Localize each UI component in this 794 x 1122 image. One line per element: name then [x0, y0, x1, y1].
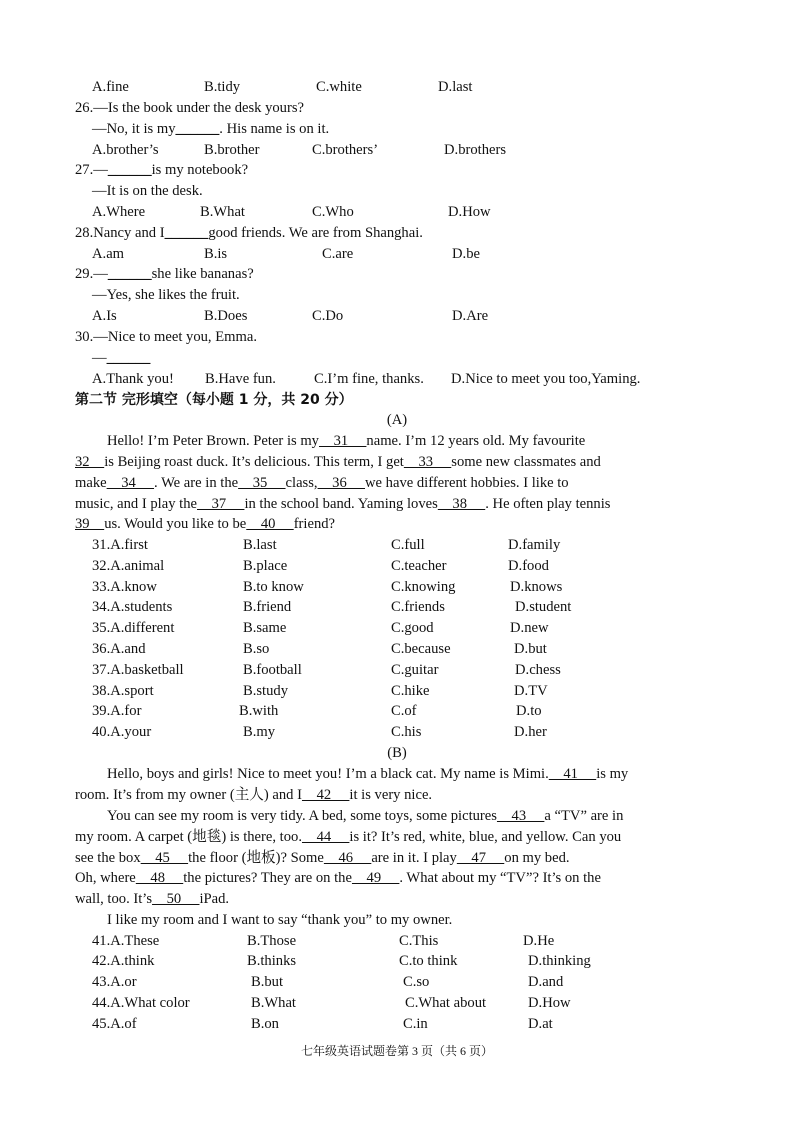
- passage-a-line-2: [75, 452, 718, 472]
- q27-answer: —It is on the desk.: [92, 183, 203, 199]
- opt-35-d: D.new: [510, 620, 549, 636]
- q27-stem-text: 27.—: [75, 162, 108, 178]
- q28-stem-text-end: good friends. We are from Shanghai.: [208, 225, 423, 241]
- pa-l3-text-2: . We are in the: [154, 475, 239, 491]
- blank-38: 38: [437, 496, 486, 512]
- opt-38-b: B.study: [243, 683, 289, 699]
- blank-43: 43: [496, 808, 545, 824]
- blank-48: 48: [135, 870, 184, 886]
- q25-option-a: A.fine: [92, 79, 129, 95]
- pb-l1-text-1: Hello, boys and girls! Nice to meet you! I’m a black cat. My name is Mimi.: [107, 766, 549, 782]
- blank-35: 35: [238, 475, 286, 491]
- pb-l2-text-2: it is very nice.: [349, 787, 433, 803]
- q26-answer-text-end: . His name is on it.: [219, 121, 330, 137]
- opt-42-d: D.thinking: [528, 953, 591, 969]
- blank-50: 50: [152, 891, 200, 907]
- pb-l7-text-2: iPad.: [199, 891, 230, 907]
- pb-l3-text-1: You can see my room is very tidy. A bed, some toys, some pictures: [107, 808, 497, 824]
- opt-39-a: 39.A.for: [92, 703, 142, 719]
- passage-a-line-1: [75, 431, 718, 451]
- q29-answer: —Yes, she likes the fruit.: [92, 287, 240, 303]
- opt-40-b: B.my: [243, 724, 276, 740]
- q26-answer-text: —No, it is my: [92, 121, 176, 137]
- passage-b-label: (B): [387, 745, 407, 761]
- opt-43-b: B.but: [251, 974, 284, 990]
- passage-a-line-3: [75, 473, 718, 493]
- page-footer: 七年级英语试题卷第 3 页（共 6 页）: [300, 1044, 493, 1058]
- q29-option-a: A.Is: [92, 308, 117, 324]
- q30-option-d: D.Nice to meet you too,Yaming.: [451, 371, 641, 387]
- opt-40-d: D.her: [514, 724, 547, 740]
- blank-47: 47: [456, 850, 505, 866]
- section2-title: 第二节 完形填空（每小题 1 分，共 20 分）: [75, 392, 353, 408]
- blank-44: 44: [301, 829, 350, 845]
- pb-l1-text-2: is my: [596, 766, 629, 782]
- q26-answer: [92, 119, 329, 139]
- pa-l5-text-1: us. Would you like to be: [104, 516, 247, 532]
- pa-l3-text-1: make: [75, 475, 107, 491]
- opt-33-a: 33.A.know: [92, 579, 157, 595]
- q29-option-c: C.Do: [312, 308, 344, 324]
- opt-34-c: C.friends: [391, 599, 445, 615]
- pa-l3-text-4: we have different hobbies. I like to: [365, 475, 569, 491]
- opt-42-b: B.thinks: [247, 953, 297, 969]
- opt-41-d: D.He: [523, 933, 555, 949]
- opt-40-a: 40.A.your: [92, 724, 152, 740]
- q29-stem: [75, 264, 254, 284]
- opt-36-a: 36.A.and: [92, 641, 146, 657]
- pb-l5-text-3: are in it. I play: [371, 850, 457, 866]
- q27-stem: [75, 160, 248, 180]
- q27-blank: ______: [107, 162, 152, 178]
- opt-34-d: D.student: [515, 599, 572, 615]
- q25-option-d: D.last: [438, 79, 473, 95]
- pa-l1-text-2: name. I’m 12 years old. My favourite: [366, 433, 586, 449]
- opt-36-c: C.because: [391, 641, 451, 657]
- q28-option-d: D.be: [452, 246, 480, 262]
- opt-45-b: B.on: [251, 1016, 279, 1032]
- pa-l4-text-1: music, and I play the: [75, 496, 197, 512]
- blank-33: 33: [403, 454, 452, 470]
- passage-b-line-3: [75, 806, 718, 826]
- opt-44-d: D.How: [528, 995, 571, 1011]
- opt-42-a: 42.A.think: [92, 953, 155, 969]
- q30-option-c: C.I’m fine, thanks.: [314, 371, 424, 387]
- passage-a-line-5: [75, 514, 335, 534]
- pb-l5-text-4: on my bed.: [504, 850, 570, 866]
- pb-l4-text-2: is it? It’s red, white, blue, and yellow. Can you: [349, 829, 622, 845]
- q28-blank: ______: [164, 225, 209, 241]
- q28-stem: [75, 223, 423, 243]
- opt-38-a: 38.A.sport: [92, 683, 154, 699]
- passage-b-line-2: [75, 785, 432, 805]
- q28-option-a: A.am: [92, 246, 125, 262]
- opt-43-d: D.and: [528, 974, 564, 990]
- passage-b-line-6: [75, 868, 718, 888]
- passage-b-line-1: [75, 764, 718, 784]
- pb-l5-text-1: see the box: [75, 850, 141, 866]
- blank-46: 46: [323, 850, 372, 866]
- pb-l6-text-3: . What about my “TV”? It’s on the: [399, 870, 601, 886]
- pa-l5-text-2: friend?: [293, 516, 336, 532]
- opt-45-c: C.in: [403, 1016, 428, 1032]
- pb-l6-text-1: Oh, where: [75, 870, 136, 886]
- q26-stem: 26.—Is the book under the desk yours?: [75, 100, 304, 116]
- q30-blank: ______: [106, 350, 151, 366]
- q29-option-d: D.Are: [452, 308, 489, 324]
- q28-option-b: B.is: [204, 246, 228, 262]
- blank-40: 40: [246, 516, 294, 532]
- opt-41-b: B.Those: [247, 933, 297, 949]
- opt-40-c: C.his: [391, 724, 422, 740]
- opt-33-d: D.knows: [510, 579, 563, 595]
- q27-option-d: D.How: [448, 204, 491, 220]
- passage-b-line-7: [75, 889, 229, 909]
- opt-39-c: C.of: [391, 703, 417, 719]
- pb-l3-text-2: a “TV” are in: [544, 808, 624, 824]
- q30-option-a: A.Thank you!: [92, 371, 174, 387]
- opt-32-a: 32.A.animal: [92, 558, 165, 574]
- opt-34-b: B.friend: [243, 599, 292, 615]
- q28-option-c: C.are: [322, 246, 354, 262]
- q25-option-b: B.tidy: [204, 79, 241, 95]
- blank-45: 45: [140, 850, 189, 866]
- blank-31: 31: [318, 433, 367, 449]
- opt-35-b: B.same: [243, 620, 287, 636]
- opt-37-c: C.guitar: [391, 662, 439, 678]
- q27-option-c: C.Who: [312, 204, 354, 220]
- opt-39-d: D.to: [516, 703, 542, 719]
- blank-37: 37: [197, 496, 245, 512]
- opt-35-a: 35.A.different: [92, 620, 175, 636]
- opt-41-c: C.This: [399, 933, 439, 949]
- q26-option-b: B.brother: [204, 142, 260, 158]
- opt-38-c: C.hike: [391, 683, 430, 699]
- opt-32-b: B.place: [243, 558, 288, 574]
- pb-l4-text-1: my room. A carpet (地毯) is there, too.: [75, 829, 302, 845]
- passage-a-label: (A): [386, 412, 408, 428]
- opt-34-a: 34.A.students: [92, 599, 173, 615]
- q25-option-c: C.white: [316, 79, 362, 95]
- opt-44-c: C.What about: [405, 995, 487, 1011]
- opt-31-c: C.full: [391, 537, 425, 553]
- blank-39: 39: [75, 516, 105, 532]
- blank-49: 49: [351, 870, 400, 886]
- opt-31-b: B.last: [243, 537, 277, 553]
- q27-option-a: A.Where: [92, 204, 146, 220]
- q29-stem-text: 29.—: [75, 266, 108, 282]
- opt-42-c: C.to think: [399, 953, 458, 969]
- q26-blank: ______: [175, 121, 220, 137]
- opt-31-a: 31.A.first: [92, 537, 148, 553]
- passage-b-line-5: [75, 848, 718, 868]
- opt-43-a: 43.A.or: [92, 974, 137, 990]
- opt-33-c: C.knowing: [391, 579, 456, 595]
- pa-l4-text-2: in the school band. Yaming loves: [244, 496, 438, 512]
- opt-37-d: D.chess: [515, 662, 561, 678]
- q30-option-b: B.Have fun.: [205, 371, 276, 387]
- pa-l2-text-2: some new classmates and: [451, 454, 601, 470]
- opt-41-a: 41.A.These: [92, 933, 160, 949]
- opt-38-d: D.TV: [514, 683, 548, 699]
- passage-b-line-4: [75, 827, 718, 847]
- pb-l5-text-2: the floor (地板)? Some: [188, 850, 324, 866]
- blank-36: 36: [317, 475, 366, 491]
- passage-b-line-8: I like my room and I want to say “thank you” to my owner.: [107, 912, 453, 928]
- pb-l6-text-2: the pictures? They are on the: [183, 870, 352, 886]
- opt-39-b: B.with: [239, 703, 279, 719]
- passage-a-line-4: [75, 494, 718, 514]
- opt-36-b: B.so: [243, 641, 270, 657]
- q30-answer: [92, 348, 150, 368]
- q27-stem-text-end: is my notebook?: [151, 162, 249, 178]
- q30-dash: —: [92, 350, 107, 366]
- q29-blank: ______: [107, 266, 152, 282]
- pa-l4-text-3: . He often play tennis: [485, 496, 611, 512]
- opt-45-d: D.at: [528, 1016, 553, 1032]
- q29-option-b: B.Does: [204, 308, 248, 324]
- q26-option-c: C.brothers’: [312, 142, 379, 158]
- blank-32: 32: [75, 454, 105, 470]
- pb-l2-text-1: room. It’s from my owner (主人) and I: [75, 787, 302, 803]
- opt-36-d: D.but: [514, 641, 547, 657]
- opt-45-a: 45.A.of: [92, 1016, 137, 1032]
- q27-option-b: B.What: [200, 204, 245, 220]
- opt-44-b: B.What: [251, 995, 296, 1011]
- opt-35-c: C.good: [391, 620, 434, 636]
- pa-l3-text-3: class,: [285, 475, 318, 491]
- opt-31-d: D.family: [508, 537, 561, 553]
- pb-l7-text-1: wall, too. It’s: [75, 891, 153, 907]
- q26-option-a: A.brother’s: [92, 142, 159, 158]
- pa-l2-text-1: is Beijing roast duck. It’s delicious. This term, I get: [104, 454, 404, 470]
- q30-stem: 30.—Nice to meet you, Emma.: [75, 329, 257, 345]
- pa-l1-text-1: Hello! I’m Peter Brown. Peter is my: [107, 433, 319, 449]
- q29-stem-text-end: she like bananas?: [151, 266, 254, 282]
- blank-41: 41: [548, 766, 597, 782]
- opt-43-c: C.so: [403, 974, 430, 990]
- blank-34: 34: [106, 475, 155, 491]
- blank-42: 42: [301, 787, 350, 803]
- opt-32-c: C.teacher: [391, 558, 447, 574]
- opt-37-a: 37.A.basketball: [92, 662, 184, 678]
- q28-stem-text: 28.Nancy and I: [75, 225, 165, 241]
- opt-37-b: B.football: [243, 662, 302, 678]
- opt-33-b: B.to know: [243, 579, 304, 595]
- opt-44-a: 44.A.What color: [92, 995, 190, 1011]
- opt-32-d: D.food: [508, 558, 549, 574]
- q26-option-d: D.brothers: [444, 142, 507, 158]
